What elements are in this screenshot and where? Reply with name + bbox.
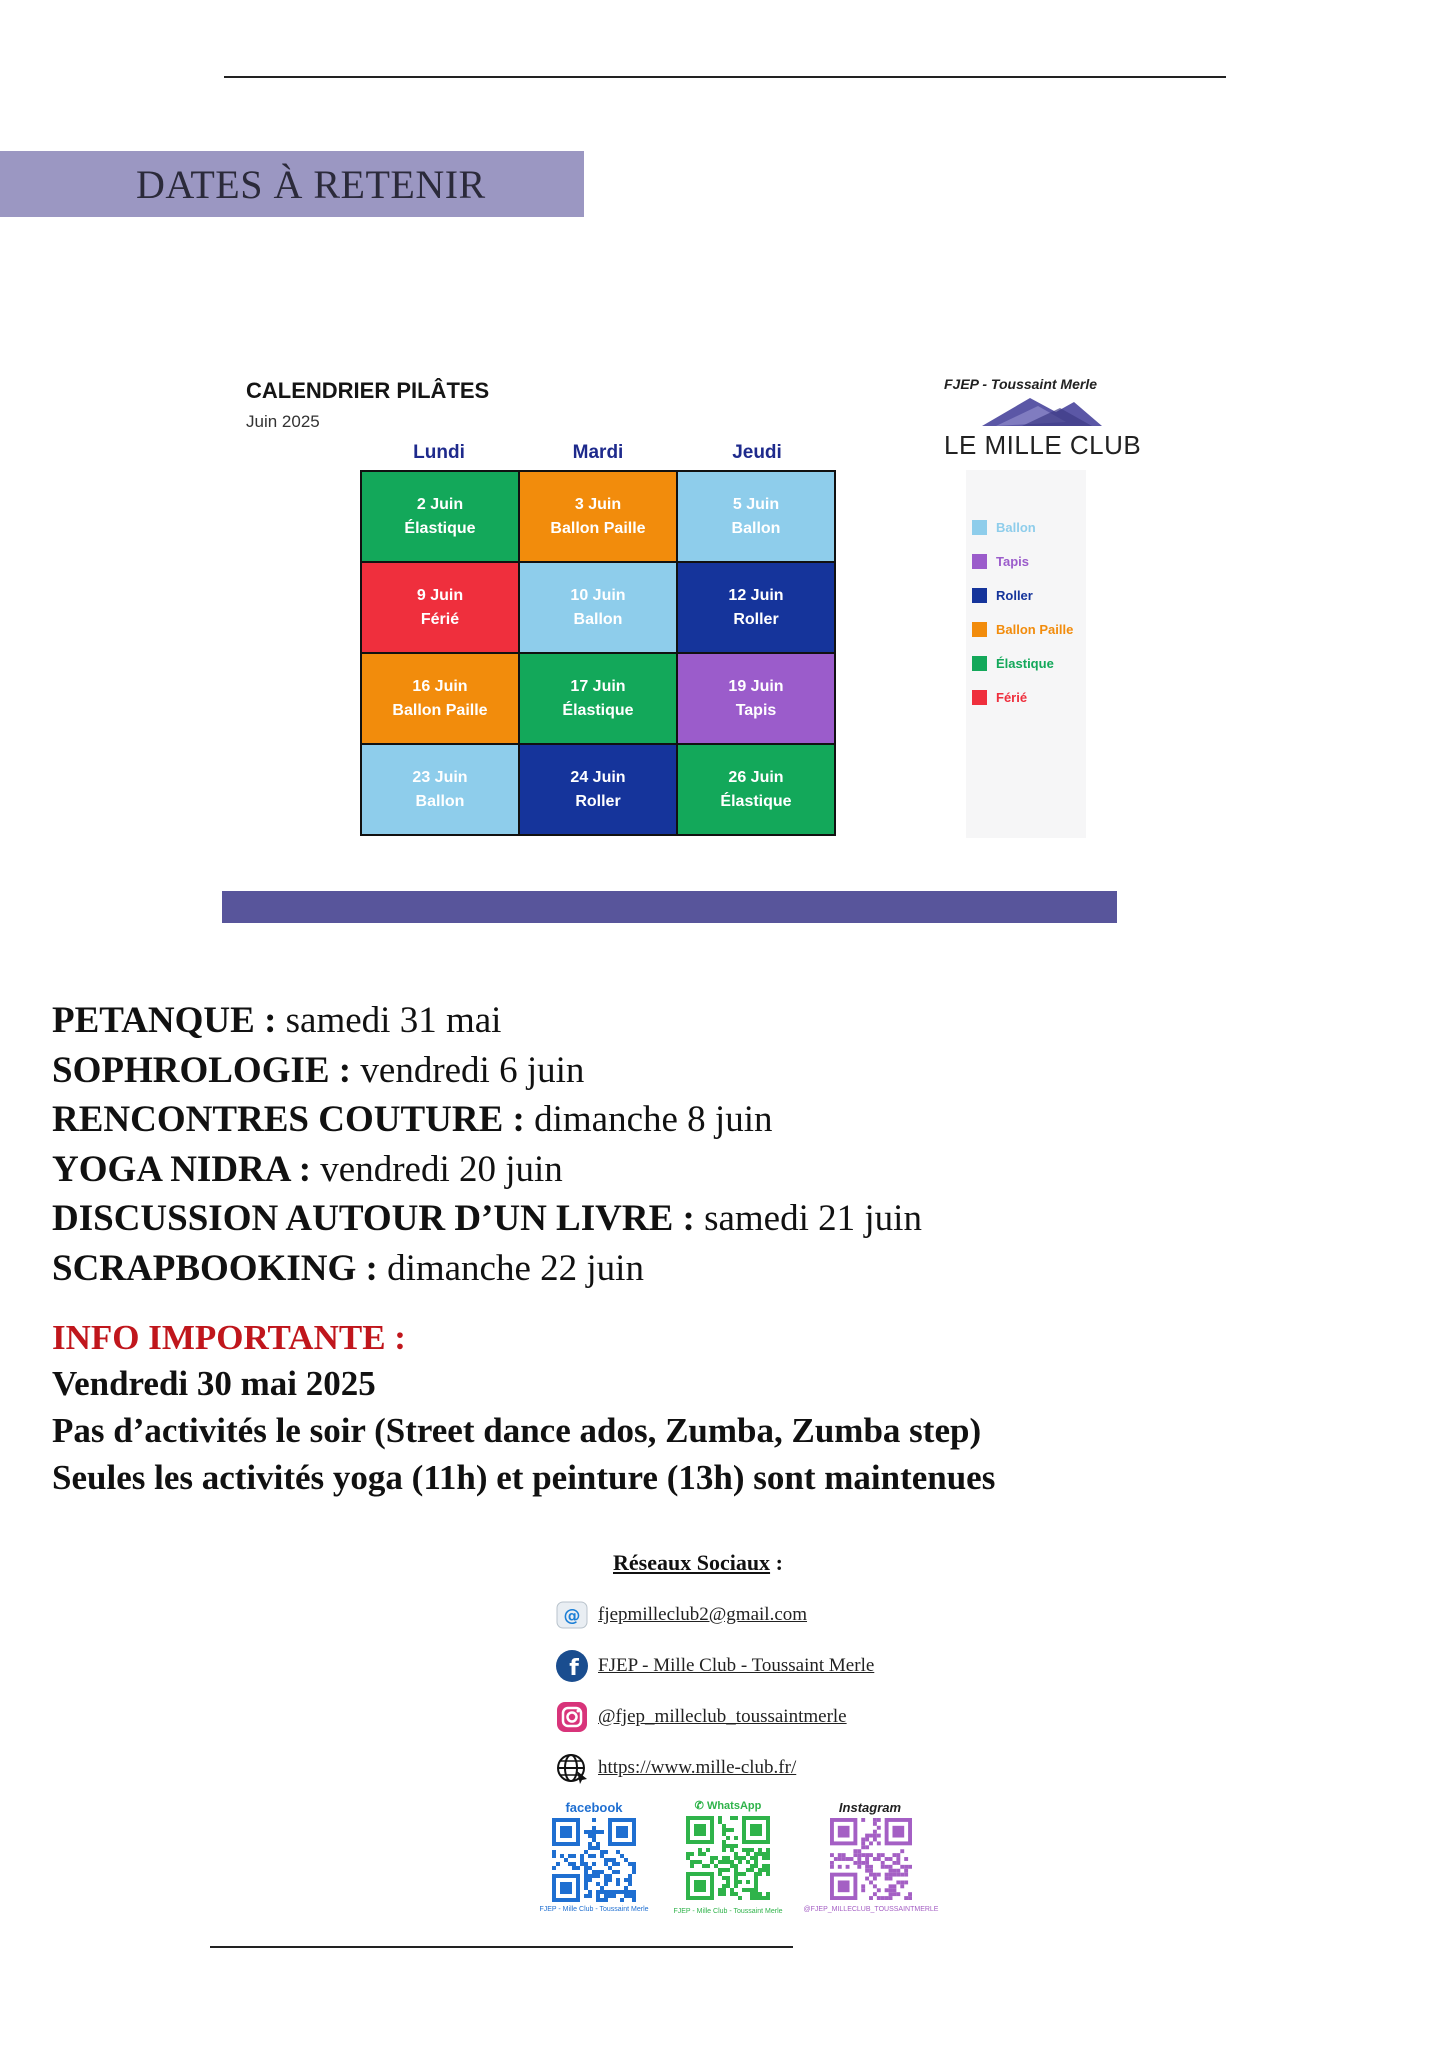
event-item xyxy=(52,1095,922,1145)
email-link[interactable]: fjepmilleclub2@gmail.com xyxy=(598,1604,808,1625)
event-date: samedi 31 mai xyxy=(285,1000,502,1041)
social-title-text: Réseaux Sociaux xyxy=(613,1550,771,1575)
calendar-legend xyxy=(966,470,1086,838)
cell-date: 12 Juin xyxy=(728,587,784,605)
day-header-lundi: Lundi xyxy=(413,442,465,463)
legend-item xyxy=(972,612,1086,646)
legend-item xyxy=(972,510,1086,544)
facebook-icon xyxy=(554,1648,590,1684)
cell-activity: Ballon Paille xyxy=(392,701,488,719)
cell-date: 16 Juin xyxy=(412,678,468,696)
bottom-rule xyxy=(210,1946,793,1948)
globe-icon xyxy=(554,1750,590,1786)
event-name: SOPHROLOGIE : xyxy=(52,1049,352,1091)
legend-label: Roller xyxy=(996,587,1033,603)
legend-label: Tapis xyxy=(996,553,1029,569)
legend-swatch xyxy=(972,554,987,569)
email-icon xyxy=(554,1597,590,1633)
cell-activity: Tapis xyxy=(735,701,777,719)
event-date: dimanche 8 juin xyxy=(534,1099,773,1140)
info-line: Pas d’activités le soir (Street dance ados, Zumba, Zumba step) xyxy=(52,1411,982,1450)
events-list xyxy=(52,996,922,1293)
facebook-qr-code[interactable] xyxy=(552,1818,636,1902)
calendar-title: CALENDRIER PILÂTES xyxy=(246,378,490,403)
calendar-month: Juin 2025 xyxy=(246,412,320,431)
event-name: RENCONTRES COUTURE : xyxy=(52,1099,525,1140)
cell-date: 24 Juin xyxy=(570,769,626,787)
whatsapp-qr-code[interactable] xyxy=(686,1816,770,1900)
info-title: INFO IMPORTANTE : xyxy=(52,1318,406,1357)
event-date: vendredi 20 juin xyxy=(320,1148,563,1190)
cell-activity: Ballon xyxy=(731,519,781,537)
day-header-jeudi: Jeudi xyxy=(732,442,782,463)
event-item xyxy=(52,1244,922,1294)
section-title-band xyxy=(0,151,584,217)
legend-label: Ballon xyxy=(996,519,1036,535)
event-item xyxy=(52,1046,922,1096)
calendar-cell xyxy=(520,563,676,652)
divider-bar xyxy=(222,891,1117,923)
qr-whatsapp-label xyxy=(686,1799,770,1812)
cell-activity: Roller xyxy=(575,792,621,810)
cell-date: 5 Juin xyxy=(732,496,780,514)
cell-activity: Férié xyxy=(420,610,460,628)
cell-activity: Ballon Paille xyxy=(550,519,646,537)
calendar-cell xyxy=(520,654,676,743)
legend-swatch xyxy=(972,690,987,705)
cell-activity: Ballon xyxy=(415,792,465,810)
social-title xyxy=(613,1550,783,1576)
event-name: DISCUSSION AUTOUR D’UN LIVRE : xyxy=(52,1198,695,1239)
website-row xyxy=(554,1750,796,1786)
facebook-row xyxy=(554,1648,874,1684)
legend-item xyxy=(972,578,1086,612)
qr-whatsapp-caption: FJEP - Mille Club - Toussaint Merle xyxy=(673,1908,783,1915)
website-link[interactable]: https://www.mille-club.fr/ xyxy=(598,1757,797,1778)
cell-date: 3 Juin xyxy=(574,496,622,514)
email-row xyxy=(554,1597,807,1633)
legend-item xyxy=(972,646,1086,680)
qr-facebook-label: facebook xyxy=(565,1800,623,1815)
instagram-row xyxy=(554,1699,847,1735)
day-header-mardi: Mardi xyxy=(572,442,624,463)
cell-date: 19 Juin xyxy=(728,678,784,696)
calendar-cell xyxy=(362,745,518,834)
cell-activity: Élastique xyxy=(562,701,634,719)
cell-date: 26 Juin xyxy=(728,769,784,787)
calendar-grid xyxy=(360,470,836,836)
legend-label: Férié xyxy=(996,689,1028,705)
calendar-cell xyxy=(678,745,834,834)
event-item xyxy=(52,1194,922,1244)
instagram-link[interactable]: @fjep_milleclub_toussaintmerle xyxy=(598,1706,847,1727)
event-name: PETANQUE : xyxy=(52,1000,277,1041)
svg-text:f: f xyxy=(569,1656,579,1681)
social-title-suffix: : xyxy=(770,1550,783,1575)
instagram-icon xyxy=(554,1699,590,1735)
event-item xyxy=(52,996,922,1046)
info-line: Seules les activités yoga (11h) et peinture (13h) sont maintenues xyxy=(52,1458,996,1497)
calendar-cell xyxy=(678,472,834,561)
top-rule xyxy=(224,76,1226,78)
legend-item xyxy=(972,680,1086,714)
important-info xyxy=(52,1316,995,1501)
mountain-logo-icon xyxy=(982,392,1102,430)
svg-text:@: @ xyxy=(563,1606,581,1626)
calendar-cell xyxy=(362,563,518,652)
qr-instagram-caption: @FJEP_MILLECLUB_TOUSSAINTMERLE xyxy=(803,1906,939,1913)
event-name: SCRAPBOOKING : xyxy=(52,1247,378,1289)
whatsapp-icon: ✆ xyxy=(694,1800,707,1812)
legend-label: Élastique xyxy=(996,655,1054,671)
section-title: DATES À RETENIR xyxy=(136,161,486,207)
cell-date: 10 Juin xyxy=(570,587,626,605)
calendar-cell xyxy=(520,472,676,561)
event-item xyxy=(52,1145,922,1195)
legend-swatch xyxy=(972,656,987,671)
logo-club-name: LE MILLE CLUB xyxy=(944,430,1142,460)
event-name: YOGA NIDRA : xyxy=(52,1148,312,1190)
legend-swatch xyxy=(972,520,987,535)
info-line: Vendredi 30 mai 2025 xyxy=(52,1364,376,1403)
qr-facebook-caption: FJEP - Mille Club - Toussaint Merle xyxy=(539,1906,649,1913)
qr-instagram-label: Instagram xyxy=(838,1800,902,1815)
event-date: dimanche 22 juin xyxy=(387,1247,644,1289)
cell-date: 17 Juin xyxy=(570,678,626,696)
instagram-qr-code[interactable] xyxy=(830,1818,912,1900)
logo-org-name: FJEP - Toussaint Merle xyxy=(944,376,1097,392)
cell-date: 9 Juin xyxy=(416,587,464,605)
cell-activity: Roller xyxy=(733,610,779,628)
legend-swatch xyxy=(972,622,987,637)
cell-activity: Élastique xyxy=(404,519,476,537)
cell-date: 2 Juin xyxy=(416,496,464,514)
legend-label: Ballon Paille xyxy=(996,621,1074,637)
calendar-cell xyxy=(362,654,518,743)
calendar-cell xyxy=(678,563,834,652)
cell-activity: Ballon xyxy=(573,610,623,628)
qr-whatsapp-label-text: WhatsApp xyxy=(706,1800,762,1812)
cell-activity: Élastique xyxy=(720,792,792,810)
calendar-cell xyxy=(678,654,834,743)
facebook-link[interactable]: FJEP - Mille Club - Toussaint Merle xyxy=(598,1655,875,1676)
cell-date: 23 Juin xyxy=(412,769,468,787)
calendar-cell xyxy=(520,745,676,834)
legend-item xyxy=(972,544,1086,578)
calendar-cell xyxy=(362,472,518,561)
event-date: samedi 21 juin xyxy=(704,1198,922,1239)
legend-swatch xyxy=(972,588,987,603)
event-date: vendredi 6 juin xyxy=(360,1049,585,1091)
